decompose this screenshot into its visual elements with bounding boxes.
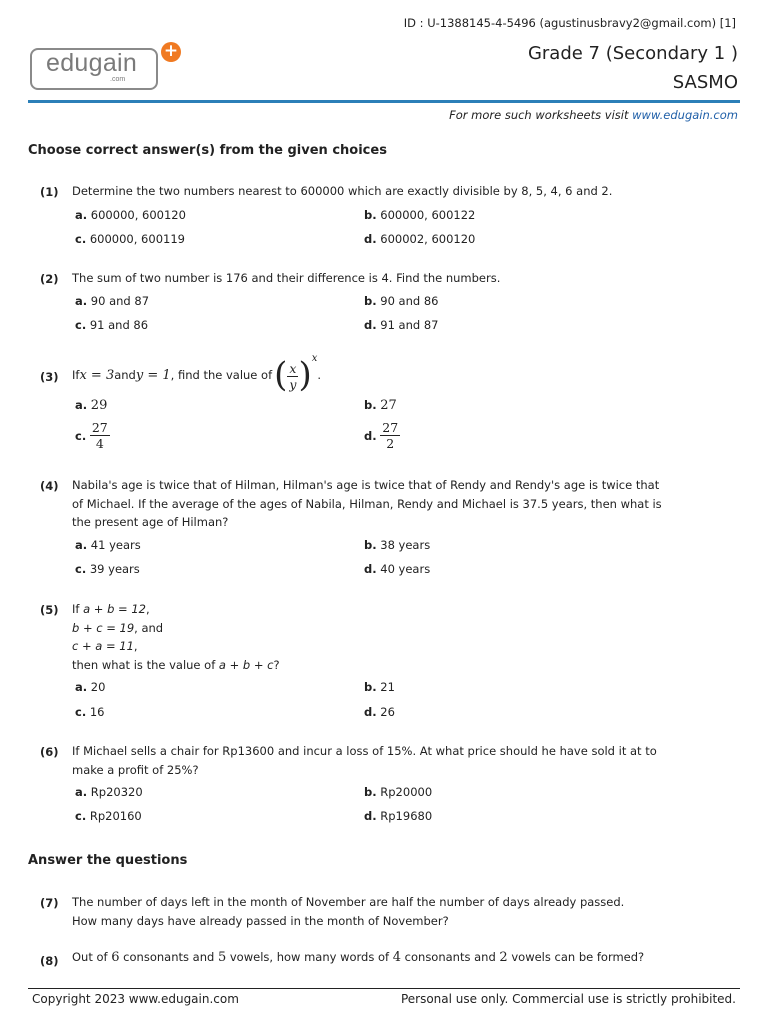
question-number: (7) xyxy=(40,896,59,910)
question-text: If Michael sells a chair for Rp13600 and incur a loss of 15%. At what price should he have sold it at to make a profit of 25%? xyxy=(72,744,657,777)
option-b[interactable]: b. 21 xyxy=(364,680,395,694)
option-a[interactable]: a. 20 xyxy=(75,680,106,694)
option-c[interactable]: c. $\frac{27}{4}$ xyxy=(75,420,108,451)
edugain-logo[interactable] xyxy=(30,41,180,94)
question-text: The sum of two number is 176 and their difference is 4. Find the numbers. xyxy=(72,271,501,285)
option-b[interactable]: b. 600000, 600122 xyxy=(364,208,476,222)
option-a[interactable]: a. 29 xyxy=(75,398,108,413)
exponent: x xyxy=(311,353,318,364)
question-number: (8) xyxy=(40,954,59,968)
question-text: Nabila's age is twice that of Hilman, Hilman's age is twice that of Rendy and Rendy's age is twice that of Michael. If the average of the ages of Nabila, Hilman, Rendy and Michael is 37.5 years, then what is the present age of Hilman? xyxy=(72,478,662,529)
option-c[interactable]: c. 39 years xyxy=(75,562,140,576)
math-y-equals-1: y = 1 xyxy=(135,367,171,383)
option-d[interactable]: d. 40 years xyxy=(364,562,431,576)
more-prefix: For more such worksheets visit xyxy=(449,108,633,122)
plus-icon: + xyxy=(161,42,181,62)
option-b[interactable]: b. 90 and 86 xyxy=(364,294,439,308)
logo-domain: .com xyxy=(110,76,126,83)
usage-notice: Personal use only. Commercial use is strictly prohibited. xyxy=(400,992,736,1006)
worksheet-id: ID : U-1388145-4-5496 (agustinusbravy2@gmail.com) [1] xyxy=(403,16,736,30)
right-paren: ) xyxy=(298,355,312,395)
power-expression: ( $\frac{x}{y}$ ) x xyxy=(274,353,318,395)
question-text: The number of days left in the month of November are half the number of days already passed. How many days have already passed in the month of November? xyxy=(72,895,625,928)
more-worksheets-note xyxy=(449,108,738,122)
question-number: (1) xyxy=(40,185,59,199)
option-c[interactable]: c. 91 and 86 xyxy=(75,318,149,332)
mcq-section-title: Choose correct answer(s) from the given choices xyxy=(28,143,387,158)
subject-title: SASMO xyxy=(672,72,738,93)
option-b[interactable]: b. 27 xyxy=(364,398,397,413)
math-x-equals-3: x = 3 xyxy=(79,367,115,383)
logo-wordmark: edugain xyxy=(46,49,138,77)
question-text: Determine the two numbers nearest to 600000 which are exactly divisible by 8, 5, 4, 6 and 2. xyxy=(72,184,613,198)
option-d[interactable]: d. Rp19680 xyxy=(364,809,433,823)
question-number: (6) xyxy=(40,745,59,759)
option-d[interactable]: d. 26 xyxy=(364,705,395,719)
question-text: If x = 3 and y = 1 , find the value of ( $\frac{x}{y}$ ) x . xyxy=(72,353,322,395)
question-text: If a + b = 12, b + c = 19, and c + a = 11, then what is the value of a + b + c? xyxy=(72,602,280,672)
option-c[interactable]: c. 16 xyxy=(75,705,105,719)
question-number: (5) xyxy=(40,603,59,617)
option-d[interactable]: d. 600002, 600120 xyxy=(364,232,476,246)
option-b[interactable]: b. Rp20000 xyxy=(364,785,433,799)
question-number: (3) xyxy=(40,370,59,384)
answer-section-title: Answer the questions xyxy=(28,853,188,868)
option-a[interactable]: a. Rp20320 xyxy=(75,785,143,799)
option-d[interactable]: d. $\frac{27}{2}$ xyxy=(364,420,399,451)
header-divider xyxy=(28,100,740,103)
option-a[interactable]: a. 600000, 600120 xyxy=(75,208,186,222)
option-a[interactable]: a. 90 and 87 xyxy=(75,294,150,308)
edugain-link[interactable]: www.edugain.com xyxy=(632,108,738,122)
grade-title: Grade 7 (Secondary 1 ) xyxy=(527,43,738,64)
option-a[interactable]: a. 41 years xyxy=(75,538,141,552)
copyright-text: Copyright 2023 www.edugain.com xyxy=(32,992,239,1006)
question-number: (4) xyxy=(40,479,59,493)
option-c[interactable]: c. 600000, 600119 xyxy=(75,232,185,246)
left-paren: ( xyxy=(274,355,288,395)
question-text: Out of 6 consonants and 5 vowels, how many words of 4 consonants and 2 vowels can be formed? xyxy=(72,950,645,965)
footer-divider xyxy=(28,988,740,989)
option-b[interactable]: b. 38 years xyxy=(364,538,431,552)
option-c[interactable]: c. Rp20160 xyxy=(75,809,142,823)
question-number: (2) xyxy=(40,272,59,286)
option-d[interactable]: d. 91 and 87 xyxy=(364,318,439,332)
